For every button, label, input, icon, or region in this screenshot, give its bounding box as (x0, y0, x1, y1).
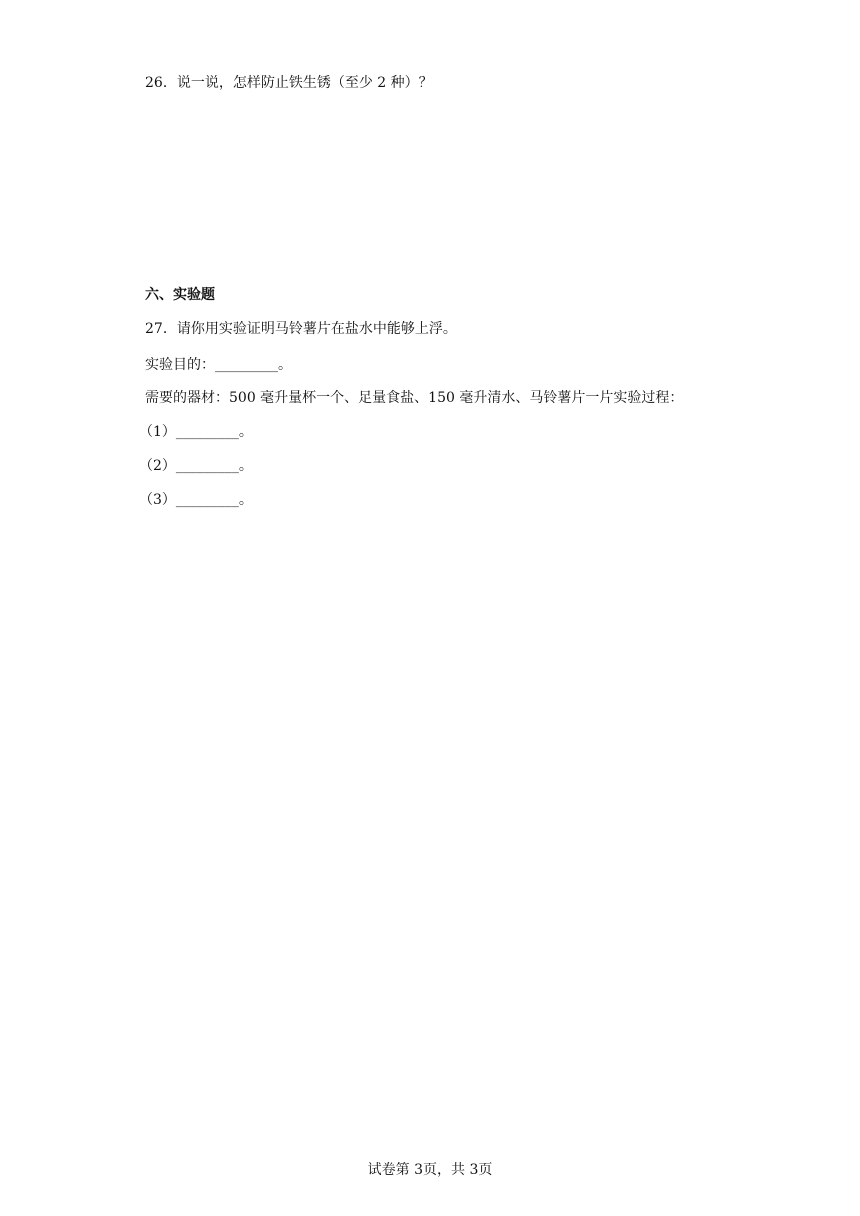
question-27: 27．请你用实验证明马铃薯片在盐水中能够上浮。 (145, 321, 457, 337)
experiment-purpose: 实验目的：_________。 (145, 357, 292, 373)
section-title-experiment: 六、实验题 (145, 287, 215, 303)
experiment-step-1: （1）_________。 (139, 424, 253, 440)
experiment-materials: 需要的器材：500 毫升量杯一个、足量食盐、150 毫升清水、马铃薯片一片实验过程： (145, 390, 684, 406)
question-26: 26．说一说，怎样防止铁生锈（至少 2 种）？ (145, 75, 433, 91)
page-footer: 试卷第 3页，共 3页 (367, 1162, 493, 1178)
experiment-step-3: （3）_________。 (139, 492, 253, 508)
experiment-step-2: （2）_________。 (139, 458, 253, 474)
